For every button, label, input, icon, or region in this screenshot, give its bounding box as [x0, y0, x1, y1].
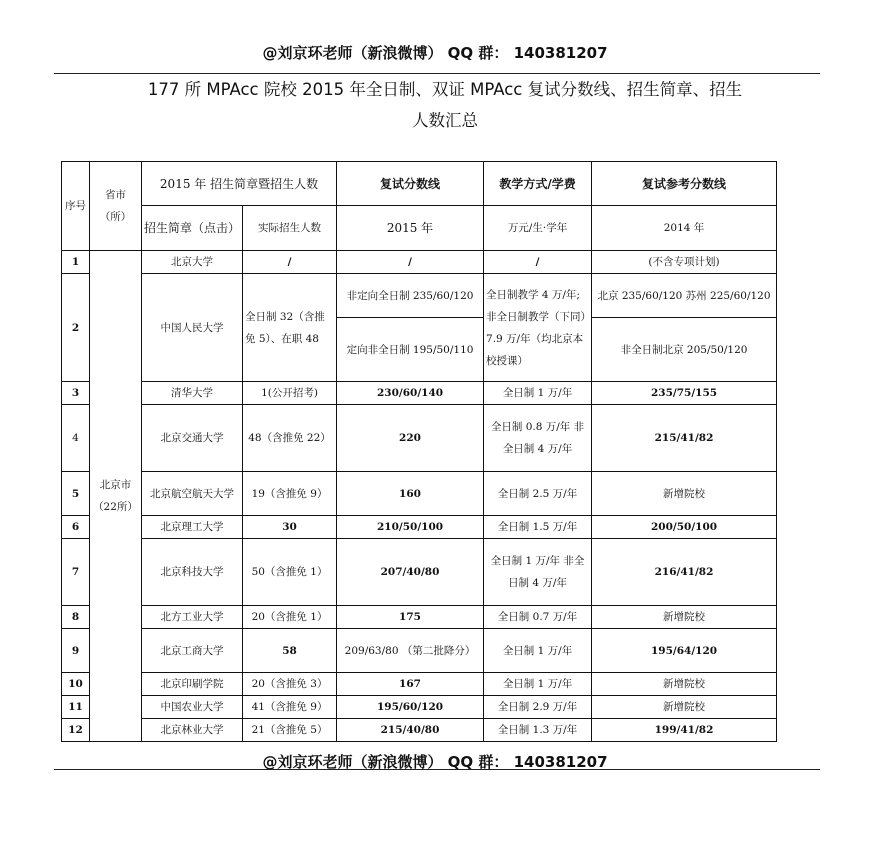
- school-name: 北京大学: [142, 251, 243, 274]
- col-header-score-line: 复试分数线: [337, 162, 484, 206]
- ref-score-2014: 195/64/120: [592, 629, 777, 673]
- school-name: 北京林业大学: [142, 719, 243, 742]
- row-number: 5: [62, 472, 90, 516]
- school-name: 北京理工大学: [142, 516, 243, 539]
- footer-text: @刘京环老师（新浪微博） QQ 群： 140381207: [262, 753, 608, 771]
- actual-enrollment: 58: [243, 629, 337, 673]
- actual-enrollment: /: [243, 251, 337, 274]
- score-2015: 167: [337, 673, 484, 696]
- ref-score-2014: 215/41/82: [592, 405, 777, 472]
- col-header-teaching: 教学方式/学费: [484, 162, 592, 206]
- school-name: 北京科技大学: [142, 539, 243, 606]
- ref-score-2014: 199/41/82: [592, 719, 777, 742]
- row-number: 11: [62, 696, 90, 719]
- table-row: [62, 382, 777, 405]
- page-title-line1: 177 所 MPAcc 院校 2015 年全日制、双证 MPAcc 复试分数线、招生简章、招生: [147, 80, 743, 99]
- actual-enrollment: 21（含推免 5）: [243, 719, 337, 742]
- teaching-fee: 全日制 2.9 万/年: [484, 696, 592, 719]
- actual-enrollment: 全日制 32（含推免 5）、在职 48: [243, 274, 337, 382]
- table-row: [62, 405, 777, 472]
- region-cell: 北京市（22所）: [90, 251, 142, 742]
- teaching-fee: 全日制教学 4 万/年; 非全日制教学（下同）7.9 万/年（均北京本校授课）: [484, 274, 592, 382]
- row-number: 8: [62, 606, 90, 629]
- school-name: 北京工商大学: [142, 629, 243, 673]
- score-2015: 160: [337, 472, 484, 516]
- row-number: 4: [62, 405, 90, 472]
- row-number: 12: [62, 719, 90, 742]
- school-name: 中国人民大学: [142, 274, 243, 382]
- col-header-actual: 实际招生人数: [243, 206, 337, 251]
- row-number: 7: [62, 539, 90, 606]
- score-2015: 定向非全日制 195/50/110: [337, 318, 484, 382]
- footer-rule: [54, 769, 820, 770]
- col-header-ref-score: 复试参考分数线: [592, 162, 777, 206]
- school-name: 北京航空航天大学: [142, 472, 243, 516]
- score-2015: 230/60/140: [337, 382, 484, 405]
- ref-score-2014: 北京 235/60/120 苏州 225/60/120: [592, 274, 777, 318]
- actual-enrollment: 20（含推免 3）: [243, 673, 337, 696]
- col-header-fee-unit: 万元/生·学年: [484, 206, 592, 251]
- row-number: 1: [62, 251, 90, 274]
- table-row: [62, 629, 777, 673]
- school-table: [61, 161, 777, 742]
- score-2015: 215/40/80: [337, 719, 484, 742]
- table-row: [62, 274, 777, 318]
- table-row: [62, 539, 777, 606]
- school-name: 北京印刷学院: [142, 673, 243, 696]
- actual-enrollment: 20（含推免 1）: [243, 606, 337, 629]
- col-header-brochure-group: 2015 年 招生简章暨招生人数: [142, 162, 337, 206]
- actual-enrollment: 41（含推免 9）: [243, 696, 337, 719]
- row-number: 10: [62, 673, 90, 696]
- ref-score-2014: 235/75/155: [592, 382, 777, 405]
- col-header-year2015: 2015 年: [337, 206, 484, 251]
- score-2015: 195/60/120: [337, 696, 484, 719]
- col-header-brochure: 招生简章（点击）: [142, 206, 243, 251]
- table-row: [62, 696, 777, 719]
- teaching-fee: 全日制 1 万/年: [484, 382, 592, 405]
- teaching-fee: 全日制 1.3 万/年: [484, 719, 592, 742]
- score-2015: 175: [337, 606, 484, 629]
- actual-enrollment: 30: [243, 516, 337, 539]
- table-row: [62, 606, 777, 629]
- teaching-fee: 全日制 0.7 万/年: [484, 606, 592, 629]
- ref-score-2014: 非全日制北京 205/50/120: [592, 318, 777, 382]
- score-2015: 207/40/80: [337, 539, 484, 606]
- col-header-region: 省市（所）: [90, 162, 142, 251]
- table-row: [62, 472, 777, 516]
- ref-score-2014: 新增院校: [592, 606, 777, 629]
- ref-score-2014: 200/50/100: [592, 516, 777, 539]
- page-title-line2: 人数汇总: [412, 111, 478, 130]
- actual-enrollment: 50（含推免 1）: [243, 539, 337, 606]
- score-2015: /: [337, 251, 484, 274]
- table-row: [62, 251, 777, 274]
- row-number: 9: [62, 629, 90, 673]
- score-2015: 220: [337, 405, 484, 472]
- row-number: 2: [62, 274, 90, 382]
- score-2015: 210/50/100: [337, 516, 484, 539]
- school-name: 中国农业大学: [142, 696, 243, 719]
- score-2015: 非定向全日制 235/60/120: [337, 274, 484, 318]
- table-row: [62, 673, 777, 696]
- teaching-fee: 全日制 1 万/年: [484, 673, 592, 696]
- col-header-year2014: 2014 年: [592, 206, 777, 251]
- actual-enrollment: 19（含推免 9）: [243, 472, 337, 516]
- score-2015: 209/63/80 （第二批降分）: [337, 629, 484, 673]
- col-header-seq: 序号: [62, 162, 90, 251]
- row-number: 6: [62, 516, 90, 539]
- table-row: [62, 719, 777, 742]
- teaching-fee: 全日制 1 万/年 非全日制 4 万/年: [484, 539, 592, 606]
- row-number: 3: [62, 382, 90, 405]
- ref-score-2014: 新增院校: [592, 673, 777, 696]
- actual-enrollment: 1(公开招考): [243, 382, 337, 405]
- school-name: 北京交通大学: [142, 405, 243, 472]
- table-row: [62, 516, 777, 539]
- header-text: @刘京环老师（新浪微博） QQ 群： 140381207: [262, 44, 608, 62]
- school-name: 清华大学: [142, 382, 243, 405]
- teaching-fee: 全日制 1.5 万/年: [484, 516, 592, 539]
- ref-score-2014: (不含专项计划): [592, 251, 777, 274]
- ref-score-2014: 新增院校: [592, 696, 777, 719]
- teaching-fee: 全日制 2.5 万/年: [484, 472, 592, 516]
- teaching-fee: 全日制 0.8 万/年 非全日制 4 万/年: [484, 405, 592, 472]
- school-name: 北方工业大学: [142, 606, 243, 629]
- teaching-fee: 全日制 1 万/年: [484, 629, 592, 673]
- ref-score-2014: 216/41/82: [592, 539, 777, 606]
- actual-enrollment: 48（含推免 22）: [243, 405, 337, 472]
- ref-score-2014: 新增院校: [592, 472, 777, 516]
- teaching-fee: /: [484, 251, 592, 274]
